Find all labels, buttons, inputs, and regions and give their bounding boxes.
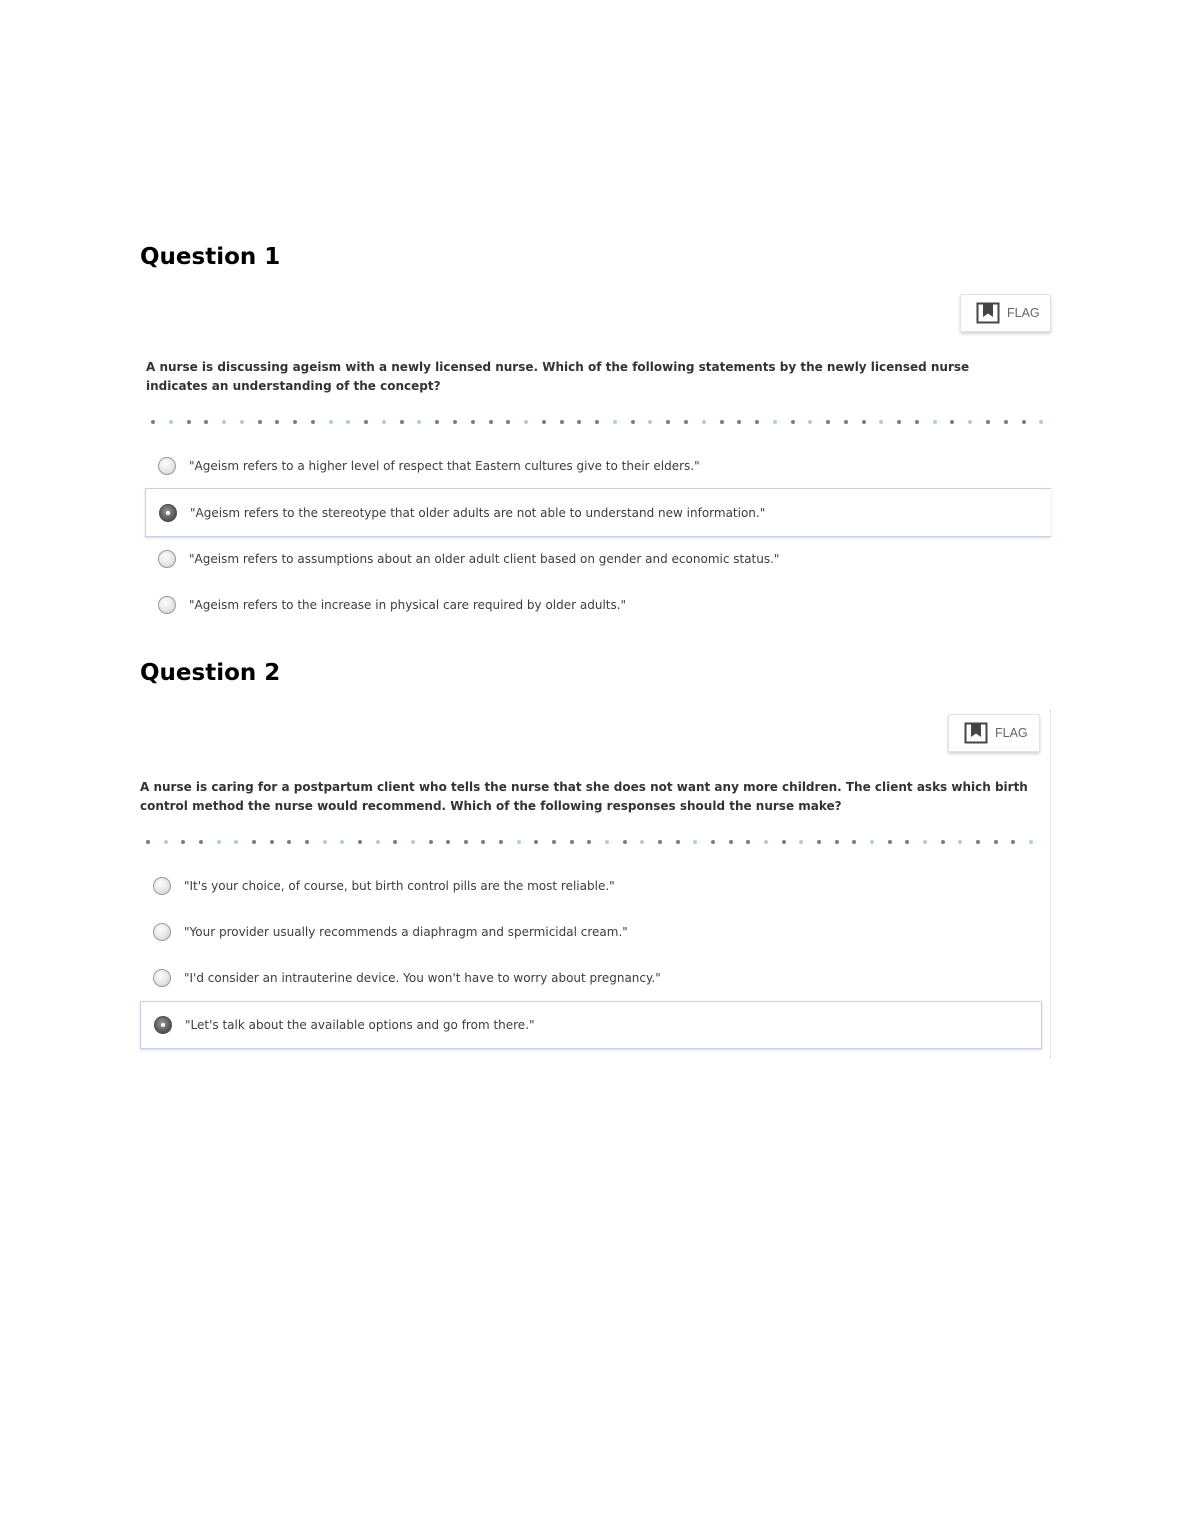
divider-dot <box>897 420 901 424</box>
radio-button-checked[interactable] <box>159 504 177 522</box>
divider-dot <box>976 840 980 844</box>
bookmark-icon <box>976 302 1000 324</box>
divider-dot <box>400 420 404 424</box>
divider-dot <box>773 420 777 424</box>
divider-dot <box>782 840 786 844</box>
divider-dot <box>958 840 962 844</box>
divider-dot <box>187 420 191 424</box>
divider-dot <box>560 420 564 424</box>
divider-dot <box>499 840 503 844</box>
divider-dot <box>542 420 546 424</box>
divider-dot <box>595 420 599 424</box>
divider-dot <box>879 420 883 424</box>
divider-dot <box>169 420 173 424</box>
flag-label: FLAG <box>995 726 1028 740</box>
divider-dot <box>852 840 856 844</box>
divider-dot <box>453 420 457 424</box>
divider-dot <box>968 420 972 424</box>
divider-dot <box>217 840 221 844</box>
divider-dot <box>287 840 291 844</box>
divider-dot <box>870 840 874 844</box>
divider-dot <box>764 840 768 844</box>
answer-text: "Ageism refers to the stereotype that older adults are not able to understand new information." <box>190 505 766 520</box>
answer-text: "Your provider usually recommends a diaphragm and spermicidal cream." <box>184 925 628 939</box>
divider-dot <box>808 420 812 424</box>
question-1-stem: A nurse is discussing ageism with a newly licensed nurse. Which of the following statements by the newly licensed nurse indicates an understanding of the concept? <box>146 360 970 393</box>
divider-dot <box>252 840 256 844</box>
divider-dot <box>411 840 415 844</box>
divider-dot <box>517 840 521 844</box>
divider-dot <box>393 840 397 844</box>
answer-option[interactable] <box>140 909 1042 955</box>
radio-button[interactable] <box>153 923 171 941</box>
dotted-divider <box>151 419 1044 425</box>
flag-button[interactable] <box>960 294 1051 332</box>
divider-dot <box>429 840 433 844</box>
divider-dot <box>311 420 315 424</box>
divider-dot <box>737 420 741 424</box>
divider-dot <box>923 840 927 844</box>
divider-dot <box>258 420 262 424</box>
divider-dot <box>164 840 168 844</box>
divider-dot <box>181 840 185 844</box>
divider-dot <box>305 840 309 844</box>
divider-dot <box>746 840 750 844</box>
answer-option[interactable] <box>140 955 1042 1001</box>
divider-dot <box>417 420 421 424</box>
divider-dot <box>364 420 368 424</box>
divider-dot <box>755 420 759 424</box>
divider-dot <box>151 420 155 424</box>
divider-dot <box>293 420 297 424</box>
divider-dot <box>817 840 821 844</box>
radio-button[interactable] <box>158 550 176 568</box>
divider-dot <box>720 420 724 424</box>
divider-dot <box>791 420 795 424</box>
divider-dot <box>729 840 733 844</box>
divider-dot <box>905 840 909 844</box>
divider-dot <box>1039 420 1043 424</box>
divider-dot <box>640 840 644 844</box>
divider-dot <box>888 840 892 844</box>
divider-dot <box>446 840 450 844</box>
divider-dot <box>587 840 591 844</box>
divider-dot <box>666 420 670 424</box>
divider-dot <box>506 420 510 424</box>
answer-option[interactable] <box>145 443 1051 489</box>
divider-dot <box>534 840 538 844</box>
answer-option[interactable] <box>145 536 1051 582</box>
divider-dot <box>577 420 581 424</box>
bookmark-icon <box>964 722 988 744</box>
divider-dot <box>346 420 350 424</box>
divider-dot <box>915 420 919 424</box>
divider-dot <box>340 840 344 844</box>
question-2-stem: A nurse is caring for a postpartum client who tells the nurse that she does not want any more children. The client asks which birth control method the nurse would recommend. Which of the following responses should the nurse make? <box>140 780 1028 813</box>
divider-dot <box>676 840 680 844</box>
answer-option[interactable] <box>145 582 1051 628</box>
divider-dot <box>376 840 380 844</box>
radio-button[interactable] <box>153 877 171 895</box>
flag-button[interactable] <box>948 714 1040 752</box>
divider-dot <box>199 840 203 844</box>
answer-text: "It's your choice, of course, but birth control pills are the most reliable." <box>184 879 615 893</box>
divider-dot <box>1022 420 1026 424</box>
divider-dot <box>270 840 274 844</box>
divider-dot <box>323 840 327 844</box>
divider-dot <box>844 420 848 424</box>
answer-option[interactable] <box>140 863 1042 909</box>
divider-dot <box>941 840 945 844</box>
divider-dot <box>570 840 574 844</box>
question-2-heading: Question 2 <box>140 660 281 686</box>
dotted-divider <box>146 839 1033 845</box>
answer-text: "Ageism refers to the increase in physical care required by older adults." <box>189 598 627 612</box>
answer-text: "Ageism refers to a higher level of respect that Eastern cultures give to their elders." <box>189 459 700 473</box>
divider-dot <box>986 420 990 424</box>
radio-button[interactable] <box>158 457 176 475</box>
radio-button[interactable] <box>158 596 176 614</box>
divider-dot <box>631 420 635 424</box>
divider-dot <box>693 840 697 844</box>
divider-dot <box>623 840 627 844</box>
divider-dot <box>702 420 706 424</box>
divider-dot <box>658 840 662 844</box>
divider-dot <box>552 840 556 844</box>
divider-dot <box>933 420 937 424</box>
answer-option-selected[interactable] <box>145 488 1051 537</box>
divider-dot <box>464 840 468 844</box>
divider-dot <box>835 840 839 844</box>
divider-dot <box>605 840 609 844</box>
divider-dot <box>1004 420 1008 424</box>
answer-text: "Let's talk about the available options and go from there." <box>185 1018 535 1032</box>
divider-dot <box>994 840 998 844</box>
divider-dot <box>481 840 485 844</box>
divider-dot <box>799 840 803 844</box>
divider-dot <box>471 420 475 424</box>
answer-text: "Ageism refers to assumptions about an older adult client based on gender and economic status." <box>189 552 780 566</box>
answer-option-selected[interactable] <box>140 1001 1042 1049</box>
divider-dot <box>204 420 208 424</box>
divider-dot <box>329 420 333 424</box>
divider-dot <box>358 840 362 844</box>
divider-dot <box>711 840 715 844</box>
divider-dot <box>1029 840 1033 844</box>
panel-border <box>1050 709 1051 1059</box>
divider-dot <box>524 420 528 424</box>
divider-dot <box>146 840 150 844</box>
divider-dot <box>862 420 866 424</box>
divider-dot <box>240 420 244 424</box>
question-1-heading: Question 1 <box>140 244 281 270</box>
divider-dot <box>613 420 617 424</box>
divider-dot <box>648 420 652 424</box>
flag-label: FLAG <box>1007 306 1040 320</box>
radio-button-checked[interactable] <box>154 1016 172 1034</box>
divider-dot <box>950 420 954 424</box>
divider-dot <box>1011 840 1015 844</box>
divider-dot <box>684 420 688 424</box>
divider-dot <box>275 420 279 424</box>
divider-dot <box>382 420 386 424</box>
divider-dot <box>826 420 830 424</box>
radio-button[interactable] <box>153 969 171 987</box>
answer-text: "I'd consider an intrauterine device. You won't have to worry about pregnancy." <box>184 971 661 985</box>
divider-dot <box>222 420 226 424</box>
divider-dot <box>489 420 493 424</box>
divider-dot <box>234 840 238 844</box>
divider-dot <box>435 420 439 424</box>
